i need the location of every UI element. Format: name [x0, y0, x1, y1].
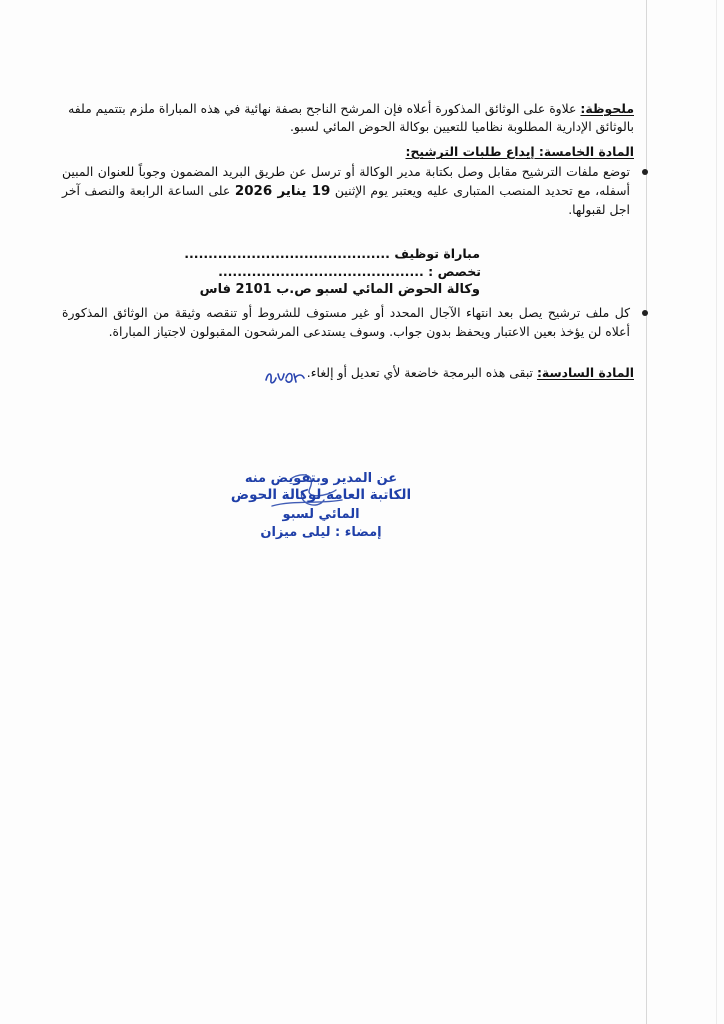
form-contest-line: مباراة توظيف ...........................................: [184, 246, 480, 261]
note-text-1: علاوة على الوثائق المذكورة أعلاه فإن المرشح الناجح بصفة نهائية في هذه المباراة ملزم بتتميم ملفه: [68, 101, 577, 116]
signature-line-3: المائي لسبو: [282, 507, 360, 522]
signature-line-2: الكاتبة العامة لوكالة الحوض: [230, 487, 412, 503]
note-paragraph: [62, 100, 634, 136]
bullet-1-part-2: على الساعة الرابعة والنصف آخر اجل لقبولها.: [62, 182, 630, 217]
page-edge-line-outer: [716, 0, 717, 1024]
deadline-date: 19 يناير 2026: [234, 183, 331, 199]
article-6-text: تبقى هذه البرمجة خاضعة لأي تعديل أو إلغاء.: [306, 365, 534, 380]
note-text-2: بالوثائق الإدارية المطلوبة نظاميا للتعيين بوكالة الحوض المائي لسبو.: [289, 119, 634, 134]
article-6-title: المادة السادسة:: [536, 365, 634, 380]
note-label: ملحوظة:: [580, 101, 634, 116]
signature-line-1: عن المدير وبتفويض منه: [244, 471, 398, 486]
article-5-bullet-1: [62, 163, 646, 220]
signature-scribble: [232, 470, 382, 540]
handwritten-initials: [262, 366, 308, 388]
article-5-heading-row: [62, 143, 634, 161]
form-specialty-line: تخصص : ...........................................: [218, 264, 481, 279]
bullet-1-text: [62, 163, 646, 220]
note-line-1: [62, 100, 634, 118]
bullet-2-text: كل ملف ترشيح يصل بعد انتهاء الآجال المحدد أو غير مستوف للشروط أو تنقصه وثيقة من الوثائق المذكورة أعلاه لن يؤخذ بعين الاعتبار ويحفظ بدون جواب. وسوف يستدعى المرشحون المقبولون لاجتياز المباراة.: [62, 305, 630, 339]
bullet-1-part-1: توضع ملفات الترشيح مقابل وصل بكتابة مدير الوكالة أو ترسل عن طريق البريد المضمون وجوباً للعنوان المبين أسفله، مع تحديد المنصب المتبارى عليه ويعتبر يوم الإثنين: [62, 164, 630, 198]
article-6-row: [62, 364, 634, 382]
page-edge-line: [646, 0, 647, 1024]
note-line-2: [62, 118, 634, 136]
bullet-dot-icon: [642, 169, 648, 175]
article-5-bullet-2: [62, 304, 646, 341]
article-5-title: المادة الخامسة: إيداع طلبات الترشيح:: [405, 144, 634, 159]
form-address-line: وكالة الحوض المائي لسبو ص.ب 2101 فاس: [199, 282, 480, 297]
signature-line-4: إمضاء : ليلى ميزان: [260, 525, 382, 540]
bullet-dot-icon: [642, 310, 648, 316]
